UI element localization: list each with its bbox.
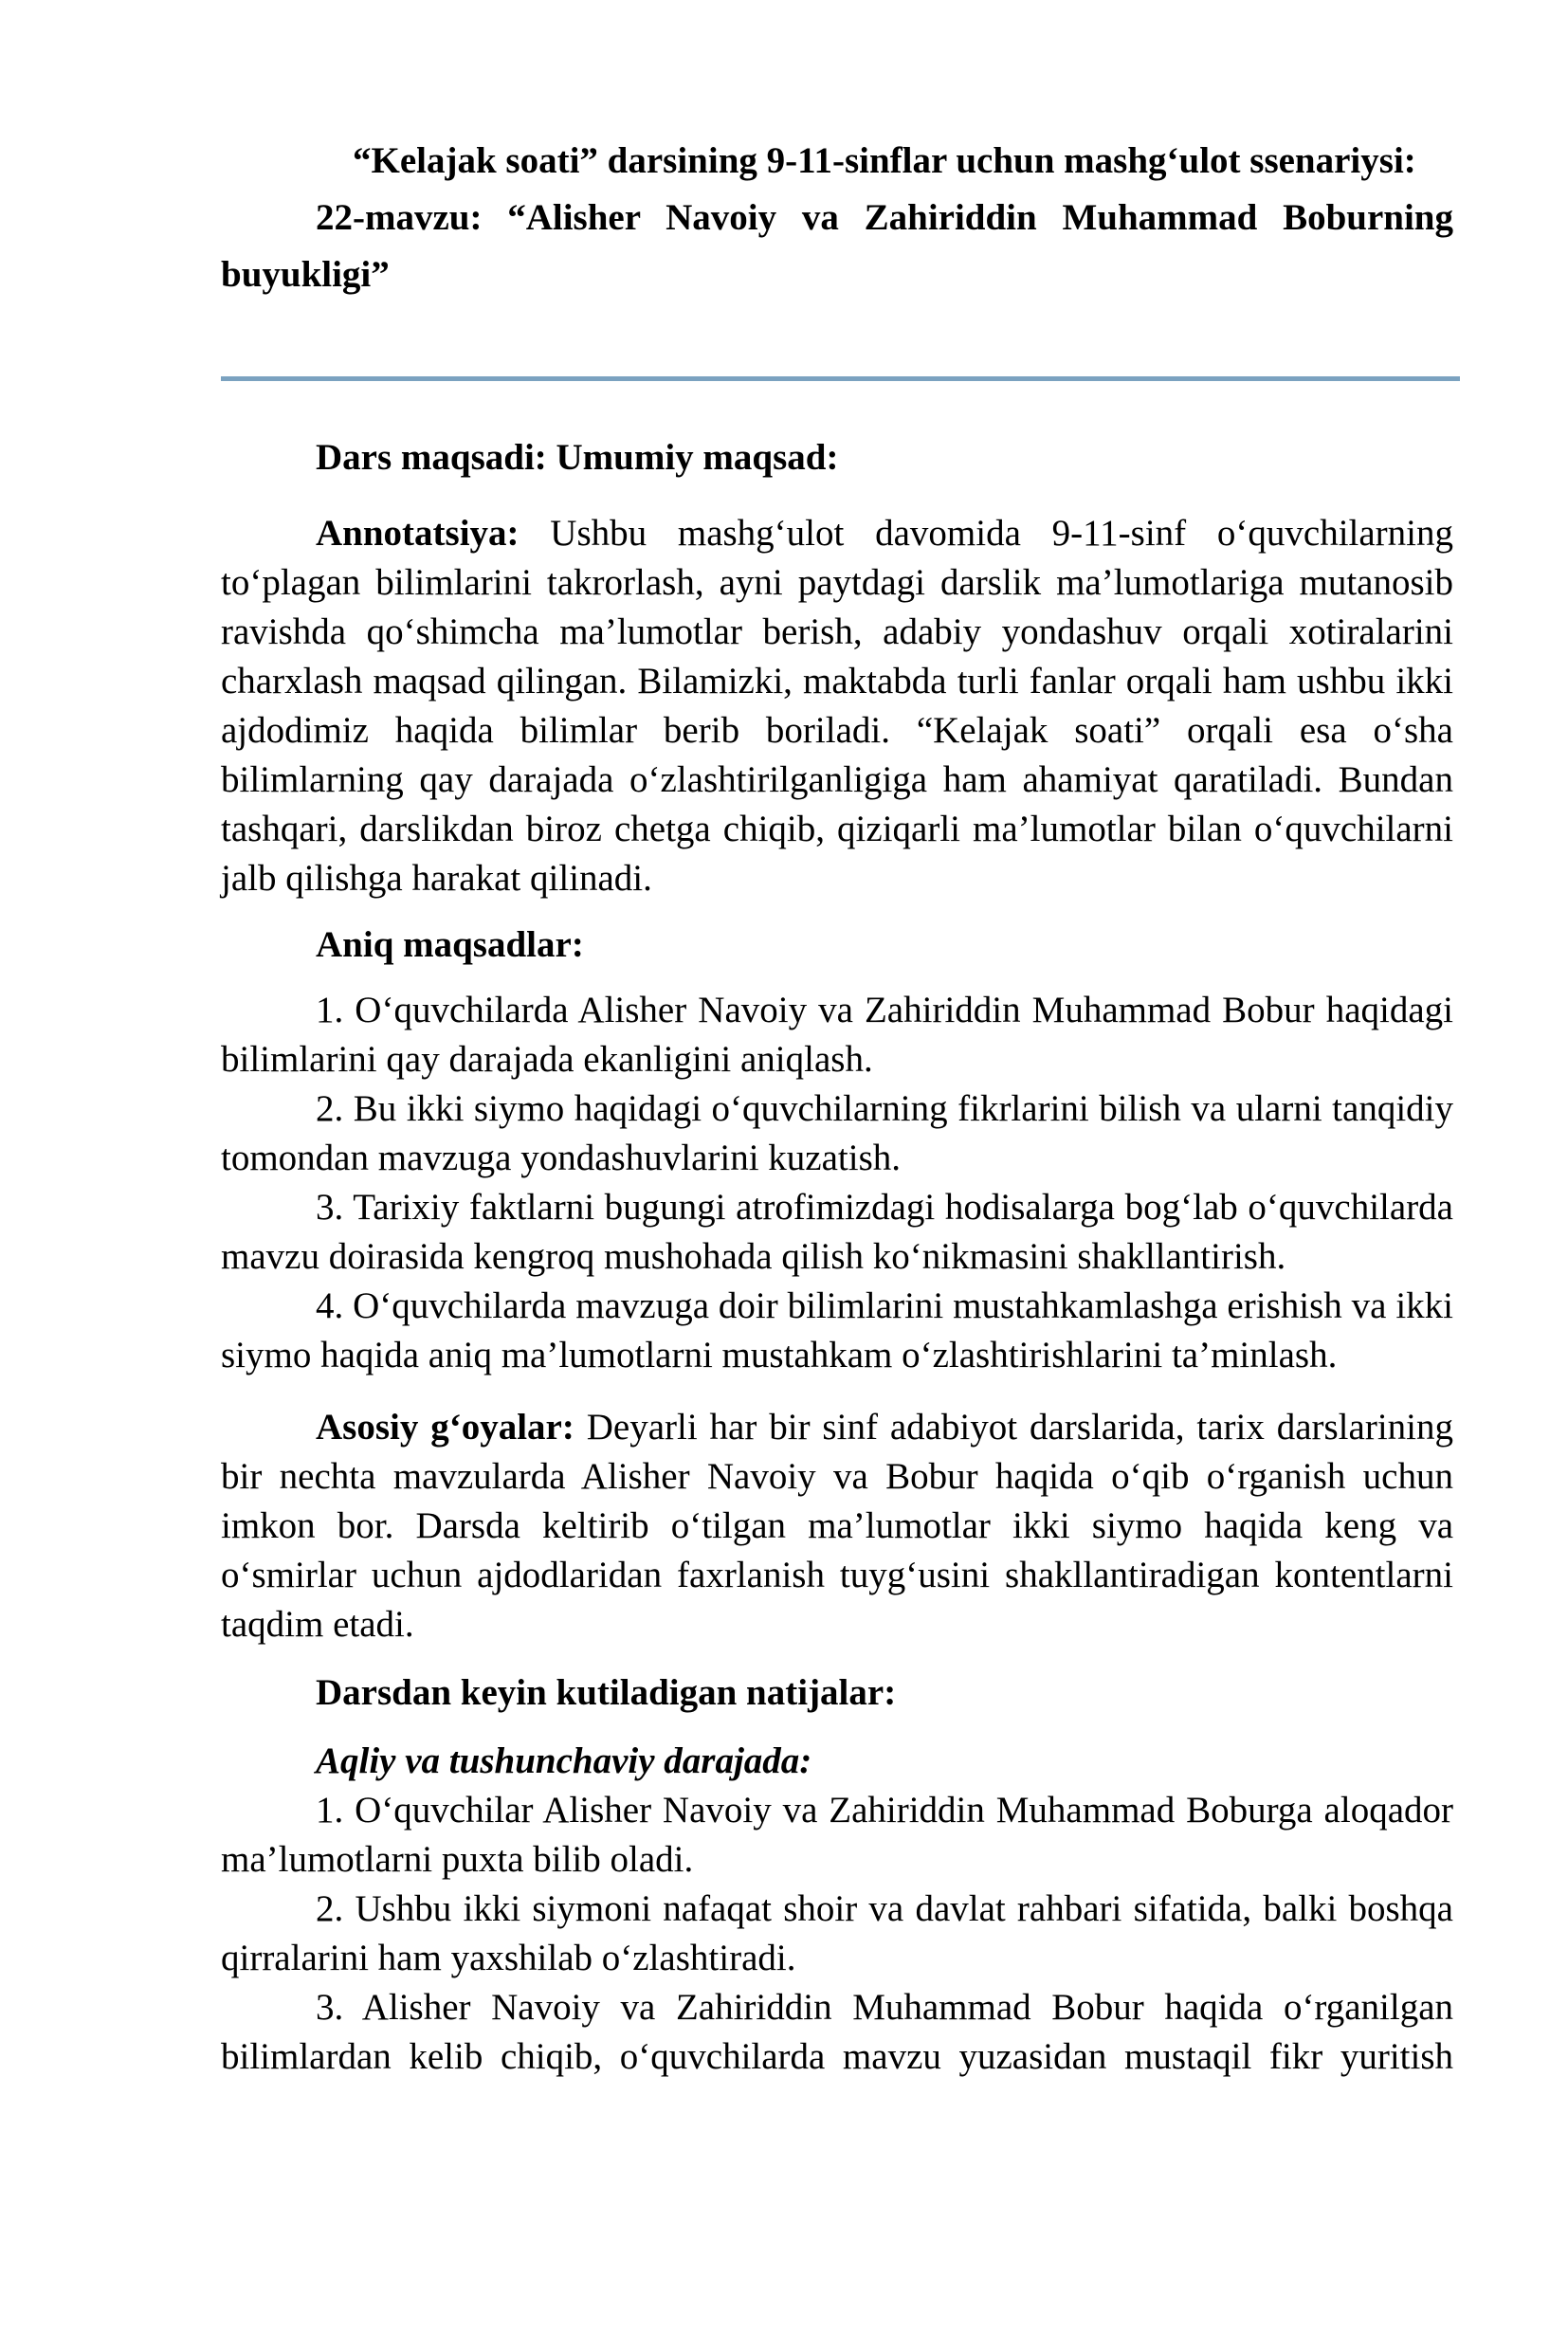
- cognitive-level-heading: Aqliy va tushunchaviy darajada:: [316, 1740, 812, 1781]
- document-page: [0, 133, 1568, 2350]
- main-ideas-label: Asosiy g‘oyalar:: [316, 1407, 574, 1448]
- title-divider-line: [221, 376, 1460, 381]
- outcome-item-1: 1. O‘quvchilar Alisher Navoiy va Zahiriddin Muhammad Boburga aloqador ma’lumotlarni puxta bilib oladi.: [221, 1790, 1453, 1880]
- purpose-heading: Dars maqsadi: Umumiy maqsad:: [316, 437, 839, 478]
- document-title-line2: 22-mavzu: “Alisher Navoiy va Zahiriddin Muhammad Boburning: [316, 197, 1453, 238]
- outcomes-heading: Darsdan keyin kutiladigan natijalar:: [316, 1672, 897, 1713]
- goal-item-1: 1. O‘quvchilarda Alisher Navoiy va Zahiriddin Muhammad Bobur haqidagi bilimlarini qay darajada ekanligini aniqlash.: [221, 990, 1453, 1080]
- goals-heading: Aniq maqsadlar:: [316, 924, 584, 965]
- goal-item-2: 2. Bu ikki siymo haqidagi o‘quvchilarning fikrlarini bilish va ularni tanqidiy tomondan mavzuga yondashuvlarini kuzatish.: [221, 1088, 1453, 1178]
- outcome-item-2: 2. Ushbu ikki siymoni nafaqat shoir va davlat rahbari sifatida, balki boshqa qirralarini ham yaxshilab o‘zlashtiradi.: [221, 1888, 1453, 1978]
- outcome-item-3: 3. Alisher Navoiy va Zahiriddin Muhammad Bobur haqida o‘rganilgan bilimlardan kelib chiqib, o‘quvchilarda mavzu yuzasidan mustaqil fikr yuritish: [221, 1987, 1453, 2077]
- annotation-label: Annotatsiya:: [316, 513, 520, 554]
- main-ideas-text: Deyarli har bir sinf adabiyot darslarida, tarix darslarining bir nechta mavzularda Alisher Navoiy va Bobur haqida o‘qib o‘rganish uchun imkon bor. Darsda keltirib o‘tilgan ma’lumotlar ikki siymo haqida keng va o‘smirlar uchun ajdodlaridan faxrlanish tuyg‘usini shakllantiradigan kontentlarni taqdim etadi.: [221, 1407, 1453, 1645]
- annotation-paragraph: [221, 509, 1453, 903]
- document-content: [0, 133, 1568, 2082]
- document-title-line1: “Kelajak soati” darsining 9-11-sinflar uchun mashg‘ulot ssenariysi:: [353, 140, 1416, 181]
- annotation-text: Ushbu mashg‘ulot davomida 9-11-sinf o‘quvchilarning to‘plagan bilimlarini takrorlash, ayni paytdagi darslik ma’lumotlariga mutanosib ravishda qo‘shimcha ma’lumotlar berish, adabiy yondashuv orqali xotiralarini charxlash maqsad qilingan. Bilamizki, maktabda turli fanlar orqali ham ushbu ikki ajdodimiz haqida bilimlar berib boriladi. “Kelajak soati” orqali esa o‘sha bilimlarning qay darajada o‘zlashtirilganligiga ham ahamiyat qaratiladi. Bundan tashqari, darslikdan biroz chetga chiqib, qiziqarli ma’lumotlar bilan o‘quvchilarni jalb qilishga harakat qilinadi.: [221, 513, 1453, 899]
- goal-item-4: 4. O‘quvchilarda mavzuga doir bilimlarini mustahkamlashga erishish va ikki siymo haqida aniq ma’lumotlarni mustahkam o‘zlashtirishlarini ta’minlash.: [221, 1285, 1453, 1375]
- goal-item-3: 3. Tarixiy faktlarni bugungi atrofimizdagi hodisalarga bog‘lab o‘quvchilarda mavzu doirasida kengroq mushohada qilish ko‘nikmasini shakllantirish.: [221, 1187, 1453, 1277]
- document-title-line3: buyukligi”: [221, 254, 390, 295]
- main-ideas-paragraph: [221, 1403, 1453, 1649]
